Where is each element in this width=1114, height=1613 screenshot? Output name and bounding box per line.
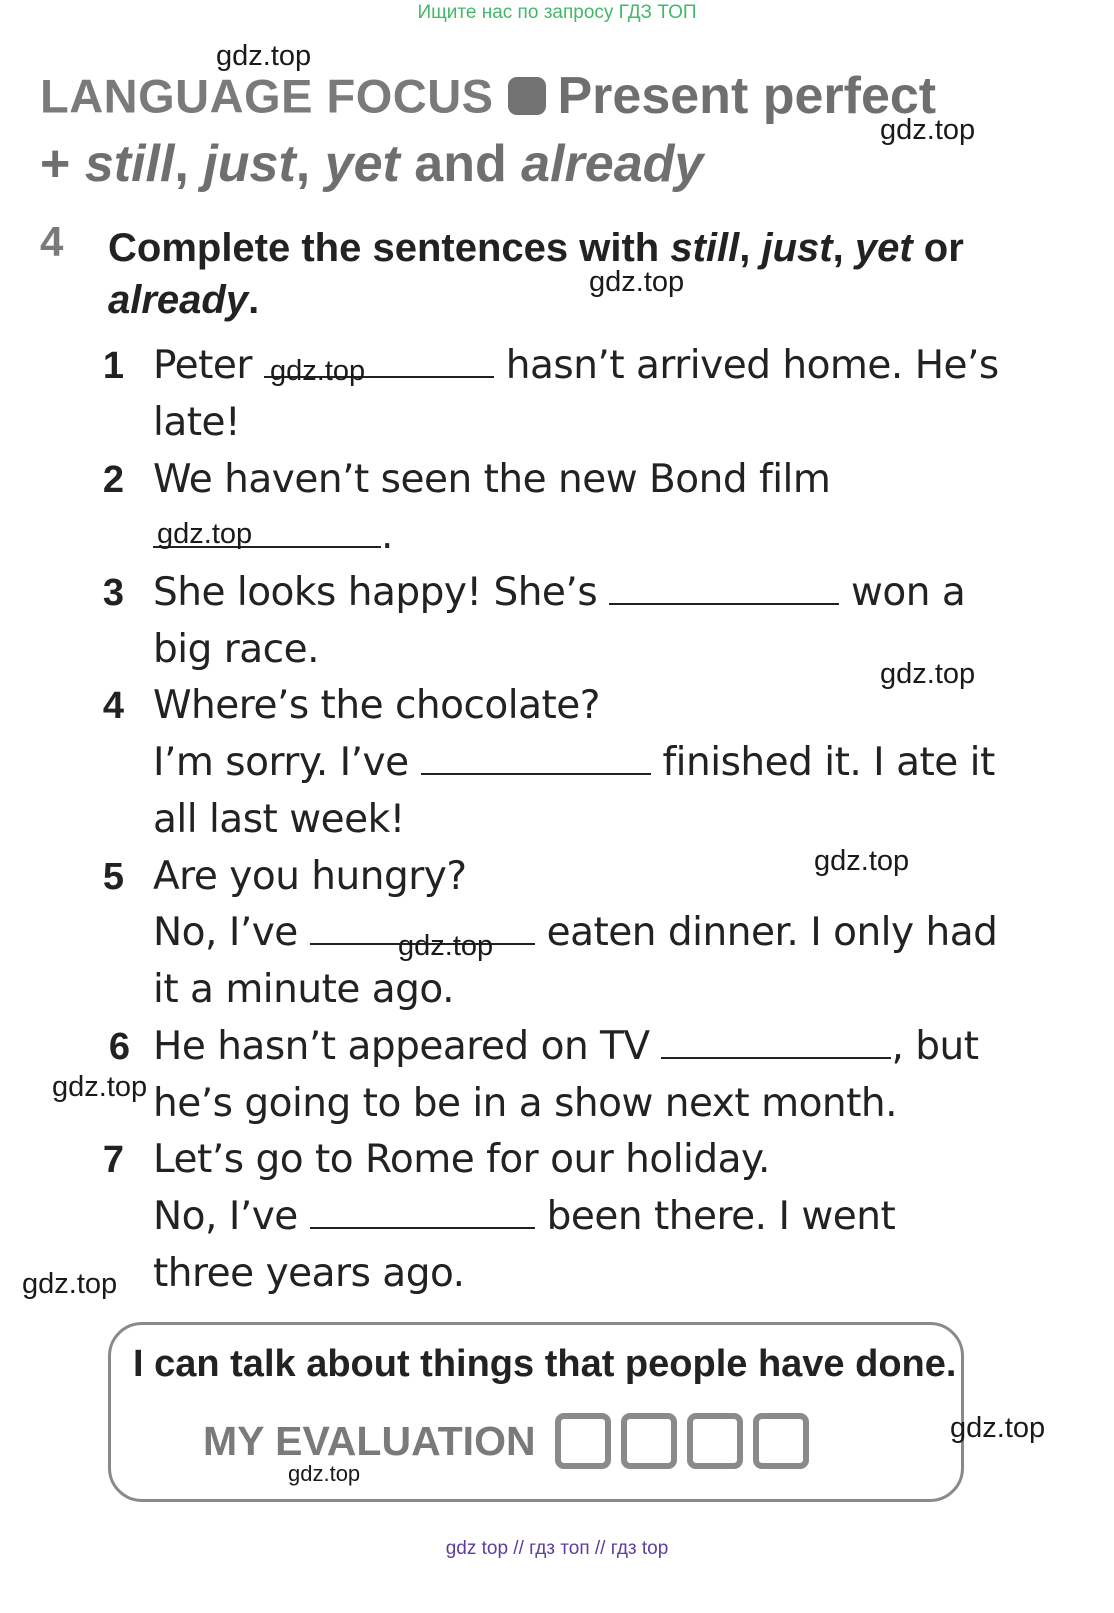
item-1-cont: late! <box>153 400 241 445</box>
comma: , <box>174 135 204 193</box>
item-number: 5 <box>102 856 124 898</box>
item-4-line: Where’s the chocolate? <box>153 683 601 728</box>
topic-title: Present perfect <box>557 67 937 125</box>
evaluation-checkbox-4[interactable] <box>753 1413 809 1469</box>
item-text: Peter <box>153 343 252 388</box>
answer-blank[interactable] <box>310 1197 535 1229</box>
item-text: , but <box>891 1024 979 1069</box>
evaluation-checkbox-2[interactable] <box>621 1413 677 1469</box>
word-already: already <box>521 135 704 193</box>
watermark: gdz.top <box>880 114 976 146</box>
watermark: gdz.top <box>157 518 253 550</box>
item-text: No, I’ve <box>153 1194 298 1239</box>
watermark: gdz.top <box>398 930 494 962</box>
watermark: gdz.top <box>880 658 976 690</box>
item-5-line: Are you hungry? <box>153 854 467 899</box>
item-text: She looks happy! She’s <box>153 570 598 615</box>
item-text: He hasn’t appeared on TV <box>153 1024 650 1069</box>
answer-blank[interactable] <box>421 743 651 775</box>
watermark: gdz.top <box>270 355 366 387</box>
word-just: just <box>203 135 296 193</box>
evaluation-checkbox-3[interactable] <box>687 1413 743 1469</box>
item-number: 4 <box>102 685 124 727</box>
answer-blank[interactable] <box>609 573 839 605</box>
watermark: gdz.top <box>52 1071 148 1103</box>
word-still: still <box>670 226 740 270</box>
item-text: . <box>381 513 393 558</box>
word-yet: yet <box>854 226 913 270</box>
watermark: gdz.top <box>814 845 910 877</box>
item-3-cont: big race. <box>153 627 320 672</box>
item-7-line: Let’s go to Rome for our holiday. <box>153 1137 770 1182</box>
answer-blank[interactable] <box>661 1027 891 1059</box>
section-subheading <box>40 134 703 194</box>
plus-sign: + <box>40 135 71 193</box>
item-number: 7 <box>102 1139 124 1181</box>
item-2-line: We haven’t seen the new Bond film <box>153 457 831 502</box>
square-bullet-icon <box>508 77 546 115</box>
item-5-cont: it a minute ago. <box>153 967 454 1012</box>
section-heading <box>40 66 936 136</box>
my-evaluation-label: MY EVALUATION <box>203 1418 536 1464</box>
item-text: won a <box>850 570 966 615</box>
word-and: and <box>399 135 522 193</box>
bottom-banner: gdz top // гдз топ // гдз top <box>445 1538 669 1559</box>
item-text: been there. I went <box>546 1194 896 1239</box>
item-6-line <box>153 1024 979 1069</box>
comma: , <box>832 226 855 270</box>
comma: , <box>295 135 325 193</box>
evaluation-checkboxes <box>555 1413 819 1473</box>
item-text: hasn’t arrived home. He’s <box>505 343 999 388</box>
watermark: gdz.top <box>216 40 312 72</box>
item-number: 2 <box>102 459 124 501</box>
item-number: 3 <box>102 572 124 614</box>
item-5-line2 <box>153 910 997 955</box>
word-or: or <box>912 226 964 270</box>
watermark: gdz.top <box>950 1412 1046 1444</box>
item-7-line2 <box>153 1194 895 1239</box>
item-4-line2 <box>153 740 995 785</box>
item-text: eaten dinner. I only had <box>546 910 998 955</box>
evaluation-checkbox-1[interactable] <box>555 1413 611 1469</box>
exercise-number: 4 <box>40 218 64 265</box>
top-banner: Ищите нас по запросу ГДЗ ТОП <box>417 2 697 23</box>
watermark: gdz.top <box>22 1268 118 1300</box>
item-7-cont: three years ago. <box>153 1251 465 1296</box>
item-text: finished it. I ate it <box>662 740 995 785</box>
comma: , <box>739 226 762 270</box>
word-already: already <box>108 278 249 322</box>
instruction-text: Complete the sentences with <box>108 226 671 270</box>
item-number: 6 <box>108 1026 130 1068</box>
period: . <box>248 278 260 322</box>
watermark: gdz.top <box>589 266 685 298</box>
item-text: I’m sorry. I’ve <box>153 740 409 785</box>
watermark: gdz.top <box>288 1461 361 1486</box>
word-just: just <box>761 226 833 270</box>
item-4-cont: all last week! <box>153 797 405 842</box>
exercise-instruction <box>108 222 988 326</box>
item-text: No, I’ve <box>153 910 298 955</box>
can-do-statement: I can talk about things that people have done. <box>133 1343 957 1385</box>
item-number: 1 <box>102 345 124 387</box>
word-yet: yet <box>324 135 400 193</box>
item-3-line <box>153 570 965 615</box>
word-still: still <box>84 135 175 193</box>
language-focus-label: LANGUAGE FOCUS <box>40 69 494 123</box>
item-6-cont: he’s going to be in a show next month. <box>153 1081 898 1126</box>
